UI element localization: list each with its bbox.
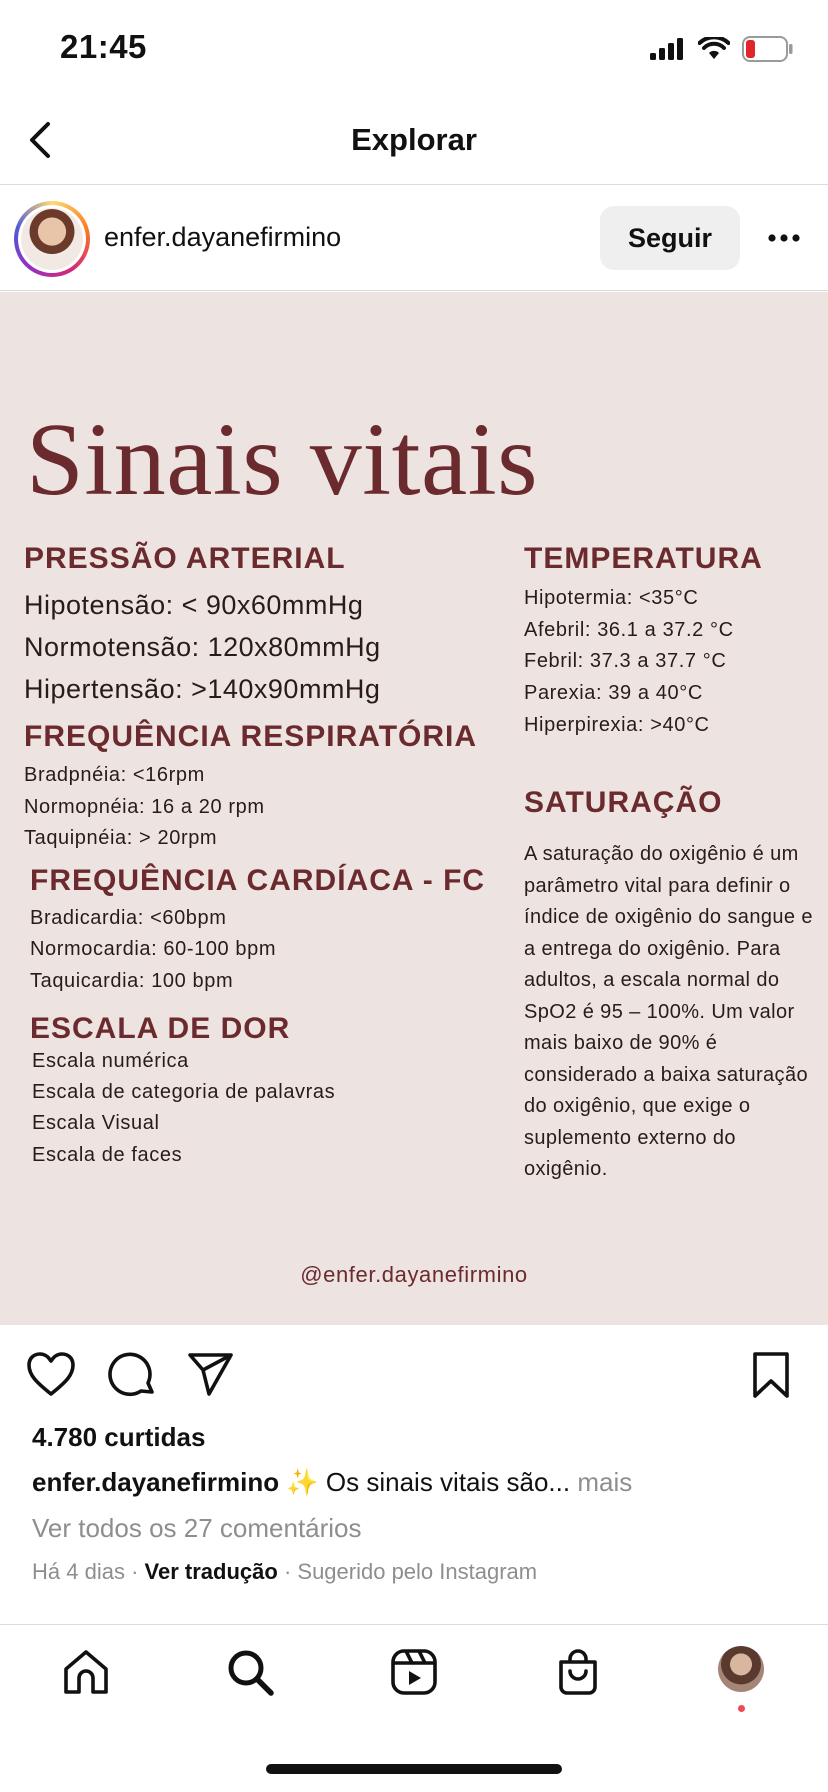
shopping-bag-icon [553,1647,603,1697]
divider [0,290,828,291]
temperatura-line: Hiperpirexia: >40°C [524,714,710,736]
respiratoria-line: Bradpnéia: <16rpm [24,764,205,786]
post-meta [32,1559,537,1585]
divider [0,184,828,185]
save-button[interactable] [746,1350,796,1400]
share-button[interactable] [186,1350,236,1400]
pressao-line: Hipotensão: < 90x60mmHg [24,590,364,620]
temperatura-line: Parexia: 39 a 40°C [524,682,703,704]
caption-username[interactable]: enfer.dayanefirmino [32,1467,280,1497]
pressao-line: Hipertensão: >140x90mmHg [24,674,381,704]
tab-home[interactable] [58,1644,114,1700]
section-heading: FREQUÊNCIA CARDÍACA - FC [30,864,486,897]
author-username[interactable]: enfer.dayanefirmino [104,222,342,252]
bookmark-icon [746,1350,796,1400]
reels-icon [389,1647,439,1697]
suggested-label: Sugerido pelo Instagram [297,1559,538,1584]
status-icons [650,34,794,64]
section-heading: FREQUÊNCIA RESPIRATÓRIA [24,720,478,753]
time-ago: Há 4 dias [32,1559,125,1584]
section-heading: SATURAÇÃO [524,786,723,819]
nav-header [0,100,828,182]
wifi-icon [698,37,730,61]
view-comments-link[interactable]: Ver todos os 27 comentários [32,1513,362,1543]
saturacao-paragraph: A saturação do oxigênio é um parâmetro vital para definir o índice de oxigênio do sangue e a entrega do oxigênio. Para adultos, a escala normal do SpO2 é 95 – 100%. Um valor mais baixo de 90% é considerado a baixa saturação do oxigênio, que exige o suplemento externo do oxigênio. [524,843,813,1180]
respiratoria-line: Normopnéia: 16 a 20 rpm [24,796,265,818]
post-image[interactable] [0,292,828,1325]
section-heading: PRESSÃO ARTERIAL [24,542,346,575]
caption [32,1467,632,1498]
follow-button[interactable]: Seguir [600,206,740,270]
tab-shop[interactable] [550,1644,606,1700]
like-button[interactable] [26,1350,76,1400]
section-heading: ESCALA DE DOR [30,1012,291,1045]
author-avatar[interactable] [14,201,90,277]
cardiaca-line: Normocardia: 60-100 bpm [30,938,277,960]
page-title: Explorar [351,122,477,157]
search-icon [225,1647,275,1697]
temperatura-line: Afebril: 36.1 a 37.2 °C [524,619,734,641]
pressao-line: Normotensão: 120x80mmHg [24,632,381,662]
cardiaca-line: Bradicardia: <60bpm [30,907,227,929]
tab-profile[interactable] [718,1646,764,1692]
tab-search[interactable] [222,1644,278,1700]
separator-dot: · [131,1559,145,1584]
dor-line: Escala numérica [32,1050,189,1072]
separator-dot: · [283,1559,298,1584]
respiratoria-line: Taquipnéia: > 20rpm [24,827,218,849]
likes-count[interactable]: 4.780 curtidas [32,1422,206,1452]
heart-icon [26,1350,76,1400]
caption-text: ✨ Os sinais vitais são... [286,1467,571,1497]
divider [0,1624,828,1625]
post-title: Sinais vitais [26,402,539,517]
section-heading: TEMPERATURA [524,542,763,575]
more-options-button[interactable] [764,218,804,258]
dor-line: Escala de categoria de palavras [32,1081,336,1103]
temperatura-line: Febril: 37.3 a 37.7 °C [524,650,727,672]
home-icon [61,1647,111,1697]
signal-icon [650,38,686,60]
translate-link[interactable]: Ver tradução [144,1559,278,1584]
comment-icon [108,1350,158,1400]
comment-button[interactable] [108,1350,158,1400]
home-indicator [266,1764,562,1774]
battery-icon [742,36,794,62]
temperatura-line: Hipotermia: <35°C [524,587,699,609]
dor-line: Escala de faces [32,1144,183,1166]
dor-line: Escala Visual [32,1112,160,1134]
watermark-handle: @enfer.dayanefirmino [300,1262,528,1287]
send-icon [186,1350,236,1400]
notification-dot [738,1705,745,1712]
status-time: 21:45 [60,28,147,65]
caption-more-link[interactable]: mais [577,1467,633,1497]
tab-reels[interactable] [386,1644,442,1700]
more-dots-icon [767,233,801,243]
cardiaca-line: Taquicardia: 100 bpm [30,970,234,992]
